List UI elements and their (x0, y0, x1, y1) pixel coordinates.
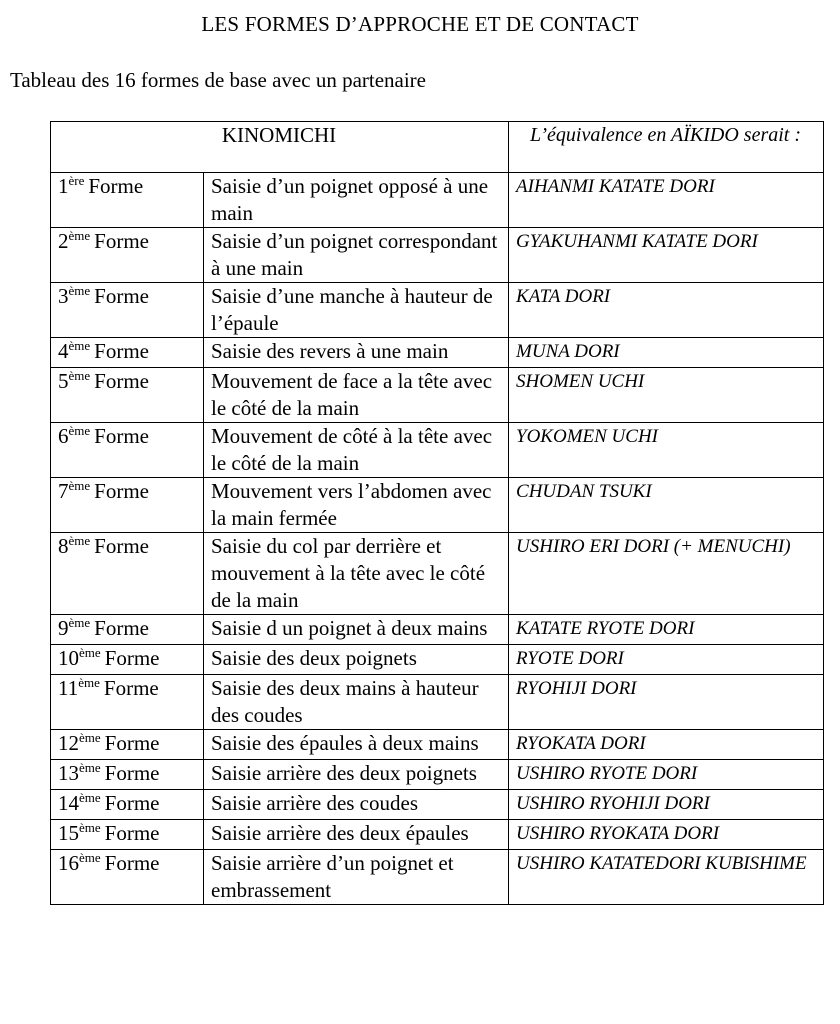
form-number-cell (51, 675, 204, 730)
form-label: Forme (94, 479, 149, 503)
form-number: 7 (58, 479, 69, 503)
form-ordinal-suffix: ème (78, 675, 100, 690)
form-label: Forme (104, 646, 160, 670)
form-description: Saisie des deux mains à hauteur des coudes (204, 675, 509, 730)
form-number-cell (51, 338, 204, 368)
page-title: LES FORMES D’APPROCHE ET DE CONTACT (201, 12, 639, 36)
form-label: Forme (104, 761, 160, 785)
form-number-cell (51, 760, 204, 790)
form-label: Forme (104, 821, 160, 845)
aikido-equivalent: USHIRO RYOTE DORI (509, 760, 824, 790)
header-kinomichi: KINOMICHI (51, 122, 509, 173)
form-number-cell (51, 790, 204, 820)
form-label: Forme (94, 369, 149, 393)
table-caption: Tableau des 16 formes de base avec un partenaire (10, 68, 427, 92)
aikido-equivalent: RYOKATA DORI (509, 730, 824, 760)
form-label: Forme (104, 731, 160, 755)
form-ordinal-suffix: ème (68, 533, 91, 548)
form-label: Forme (103, 676, 159, 700)
form-number: 14 (58, 791, 79, 815)
table-row (51, 820, 824, 850)
table-row (51, 760, 824, 790)
form-description: Saisie des épaules à deux mains (204, 730, 509, 760)
table-row (51, 283, 824, 338)
form-label: Forme (94, 229, 149, 253)
form-number: 13 (58, 761, 79, 785)
table-row (51, 338, 824, 368)
aikido-equivalent: RYOTE DORI (509, 645, 824, 675)
form-number: 16 (58, 851, 79, 875)
table-row (51, 730, 824, 760)
form-number-cell (51, 615, 204, 645)
aikido-equivalent: USHIRO ERI DORI (+ MENUCHI) (509, 533, 824, 615)
table-row (51, 790, 824, 820)
header-aikido-equivalence: L’équivalence en AÏKIDO serait : (509, 122, 824, 173)
table-row (51, 478, 824, 533)
form-description: Mouvement vers l’abdomen avec la main fermée (204, 478, 509, 533)
form-number: 10 (58, 646, 79, 670)
form-description: Saisie arrière des deux poignets (204, 760, 509, 790)
form-label: Forme (94, 339, 149, 363)
form-description: Saisie d’un poignet opposé à une main (204, 173, 509, 228)
table-row (51, 615, 824, 645)
table-row (51, 423, 824, 478)
form-ordinal-suffix: ème (68, 478, 91, 493)
form-label: Forme (104, 791, 160, 815)
form-number: 5 (58, 369, 69, 393)
aikido-equivalent: GYAKUHANMI KATATE DORI (509, 228, 824, 283)
form-description: Saisie d’une manche à hauteur de l’épaule (204, 283, 509, 338)
form-description: Saisie arrière d’un poignet et embrassement (204, 850, 509, 905)
form-number: 3 (58, 284, 69, 308)
table-row (51, 645, 824, 675)
form-number: 9 (58, 616, 69, 640)
table-row (51, 533, 824, 615)
form-label: Forme (104, 851, 160, 875)
form-ordinal-suffix: ème (79, 760, 101, 775)
form-description: Saisie arrière des deux épaules (204, 820, 509, 850)
forms-table-body (51, 173, 824, 905)
form-ordinal-suffix: ère (68, 173, 85, 188)
aikido-equivalent: YOKOMEN UCHI (509, 423, 824, 478)
form-number: 11 (58, 676, 79, 700)
aikido-equivalent: USHIRO KATATEDORI KUBISHIME (509, 850, 824, 905)
form-number-cell (51, 228, 204, 283)
form-ordinal-suffix: ème (68, 368, 91, 383)
form-description: Saisie d un poignet à deux mains (204, 615, 509, 645)
form-number-cell (51, 820, 204, 850)
table-row (51, 368, 824, 423)
table-row (51, 173, 824, 228)
form-number: 2 (58, 229, 69, 253)
form-description: Saisie d’un poignet correspondant à une main (204, 228, 509, 283)
form-description: Mouvement de côté à la tête avec le côté de la main (204, 423, 509, 478)
form-label: Forme (94, 616, 149, 640)
form-label: Forme (94, 534, 149, 558)
form-number-cell (51, 368, 204, 423)
form-number: 6 (58, 424, 69, 448)
form-number: 1 (58, 174, 69, 198)
aikido-equivalent: RYOHIJI DORI (509, 675, 824, 730)
aikido-equivalent: CHUDAN TSUKI (509, 478, 824, 533)
form-description: Mouvement de face a la tête avec le côté de la main (204, 368, 509, 423)
form-number-cell (51, 533, 204, 615)
table-row (51, 675, 824, 730)
form-number-cell (51, 645, 204, 675)
form-description: Saisie des deux poignets (204, 645, 509, 675)
aikido-equivalent: SHOMEN UCHI (509, 368, 824, 423)
aikido-equivalent: USHIRO RYOHIJI DORI (509, 790, 824, 820)
form-number: 12 (58, 731, 79, 755)
form-label: Forme (94, 424, 149, 448)
aikido-equivalent: USHIRO RYOKATA DORI (509, 820, 824, 850)
form-number-cell (51, 850, 204, 905)
aikido-equivalent: MUNA DORI (509, 338, 824, 368)
form-number-cell (51, 283, 204, 338)
form-ordinal-suffix: ème (68, 228, 91, 243)
form-description: Saisie des revers à une main (204, 338, 509, 368)
form-number: 4 (58, 339, 69, 363)
form-ordinal-suffix: ème (68, 338, 91, 353)
form-number: 8 (58, 534, 69, 558)
form-number-cell (51, 730, 204, 760)
form-ordinal-suffix: ème (79, 645, 101, 660)
form-ordinal-suffix: ème (79, 790, 101, 805)
aikido-equivalent: KATA DORI (509, 283, 824, 338)
aikido-equivalent: KATATE RYOTE DORI (509, 615, 824, 645)
table-row (51, 228, 824, 283)
form-ordinal-suffix: ème (79, 850, 101, 865)
forms-table (50, 121, 824, 905)
form-number-cell (51, 173, 204, 228)
form-number-cell (51, 423, 204, 478)
form-number-cell (51, 478, 204, 533)
form-description: Saisie du col par derrière et mouvement à la tête avec le côté de la main (204, 533, 509, 615)
table-header-row (51, 122, 824, 173)
form-ordinal-suffix: ème (68, 423, 91, 438)
form-description: Saisie arrière des coudes (204, 790, 509, 820)
form-ordinal-suffix: ème (68, 615, 91, 630)
form-ordinal-suffix: ème (79, 820, 101, 835)
table-row (51, 850, 824, 905)
form-number: 15 (58, 821, 79, 845)
form-label: Forme (94, 284, 149, 308)
form-ordinal-suffix: ème (79, 730, 101, 745)
aikido-equivalent: AIHANMI KATATE DORI (509, 173, 824, 228)
form-label: Forme (88, 174, 144, 198)
form-ordinal-suffix: ème (68, 283, 91, 298)
